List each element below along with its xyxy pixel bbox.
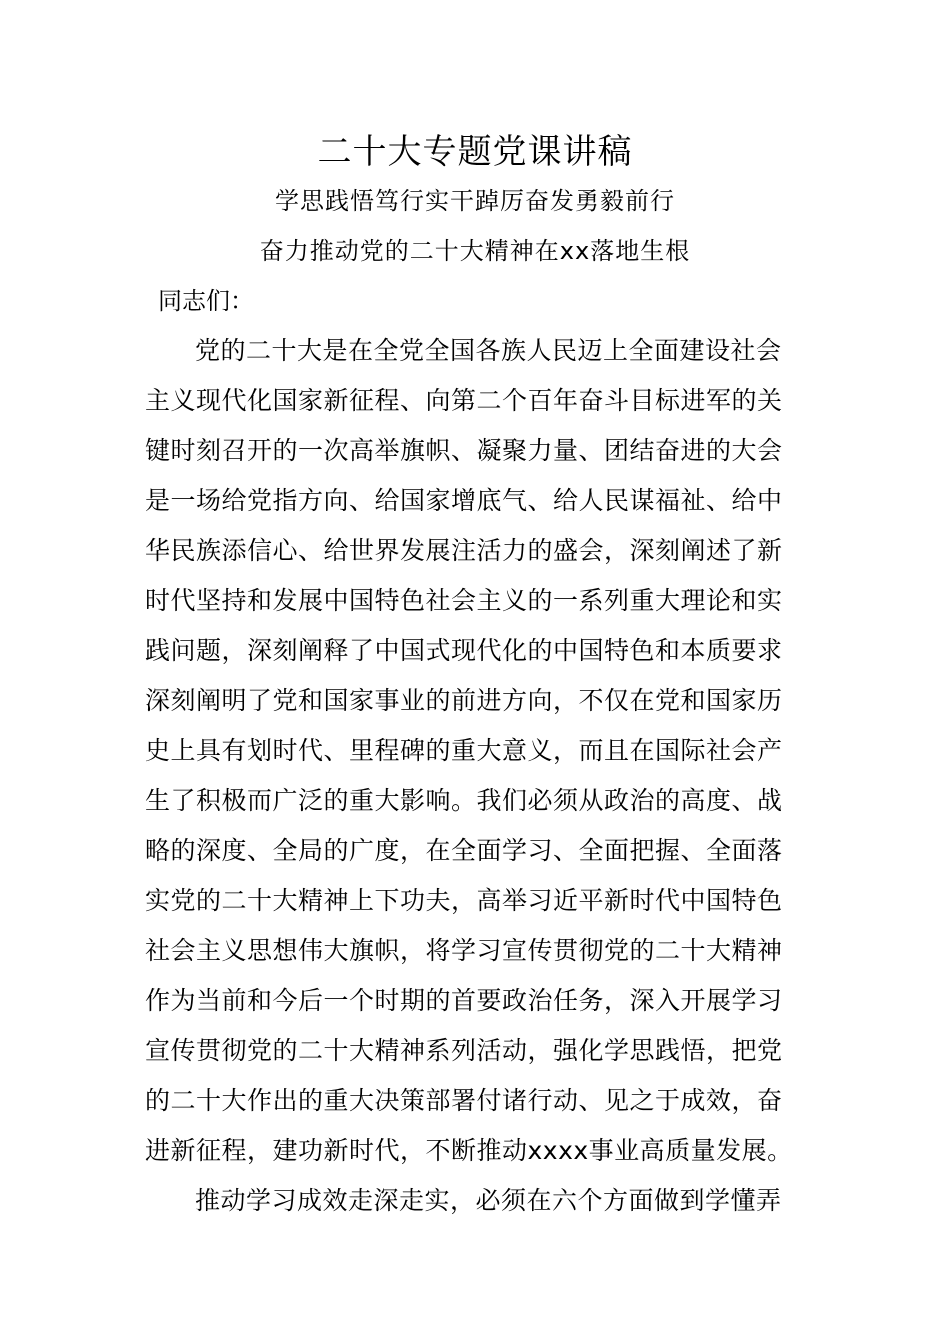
paragraph-1-line-17: 进新征程，建功新时代，不断推动xxxx事业高质量发展。 — [145, 1136, 793, 1165]
paragraph-2-line-1: 推动学习成效走深走实，必须在六个方面做到学懂弄 — [195, 1186, 782, 1215]
paragraph-1-line-11: 略的深度、全局的广度，在全面学习、全面把握、全面落 — [145, 836, 783, 865]
body-text — [145, 331, 810, 1231]
paragraph-1-line-1: 党的二十大是在全党全国各族人民迈上全面建设社会 — [195, 336, 782, 365]
paragraph-1-line-16: 的二十大作出的重大决策部署付诸行动、见之于成效，奋 — [145, 1086, 783, 1115]
paragraph-1-line-15: 宣传贯彻党的二十大精神系列活动，强化学思践悟，把党 — [145, 1036, 783, 1065]
paragraph-1-line-13: 社会主义思想伟大旗帜，将学习宣传贯彻党的二十大精神 — [145, 936, 783, 965]
document-subtitle-1: 学思践悟笃行实干踔厉奋发勇毅前行 — [275, 187, 675, 215]
paragraph-1-line-6: 时代坚持和发展中国特色社会主义的一系列重大理论和实 — [145, 586, 783, 615]
paragraph-1-line-4: 是一场给党指方向、给国家增底气、给人民谋福祉、给中 — [145, 486, 783, 515]
paragraph-1-line-5: 华民族添信心、给世界发展注活力的盛会，深刻阐述了新 — [145, 536, 783, 565]
document-title: 二十大专题党课讲稿 — [317, 132, 633, 172]
paragraph-1-line-3: 键时刻召开的一次高举旗帜、凝聚力量、团结奋进的大会 — [145, 436, 783, 465]
greeting: 同志们： — [158, 287, 254, 315]
paragraph-1-line-2: 主义现代化国家新征程、向第二个百年奋斗目标进军的关 — [145, 386, 783, 415]
paragraph-1-line-7: 践问题，深刻阐释了中国式现代化的中国特色和本质要求 — [145, 636, 783, 665]
paragraph-1-line-8: 深刻阐明了党和国家事业的前进方向，不仅在党和国家历 — [145, 686, 783, 715]
paragraph-1-line-9: 史上具有划时代、里程碑的重大意义，而且在国际社会产 — [145, 736, 783, 765]
document-subtitle-2: 奋力推动党的二十大精神在xx落地生根 — [259, 237, 691, 265]
paragraph-1-line-10: 生了积极而广泛的重大影响。我们必须从政治的高度、战 — [145, 786, 783, 815]
paragraph-1-line-14: 作为当前和今后一个时期的首要政治任务，深入开展学习 — [145, 986, 783, 1015]
paragraph-1-line-12: 实党的二十大精神上下功夫，高举习近平新时代中国特色 — [145, 886, 783, 915]
